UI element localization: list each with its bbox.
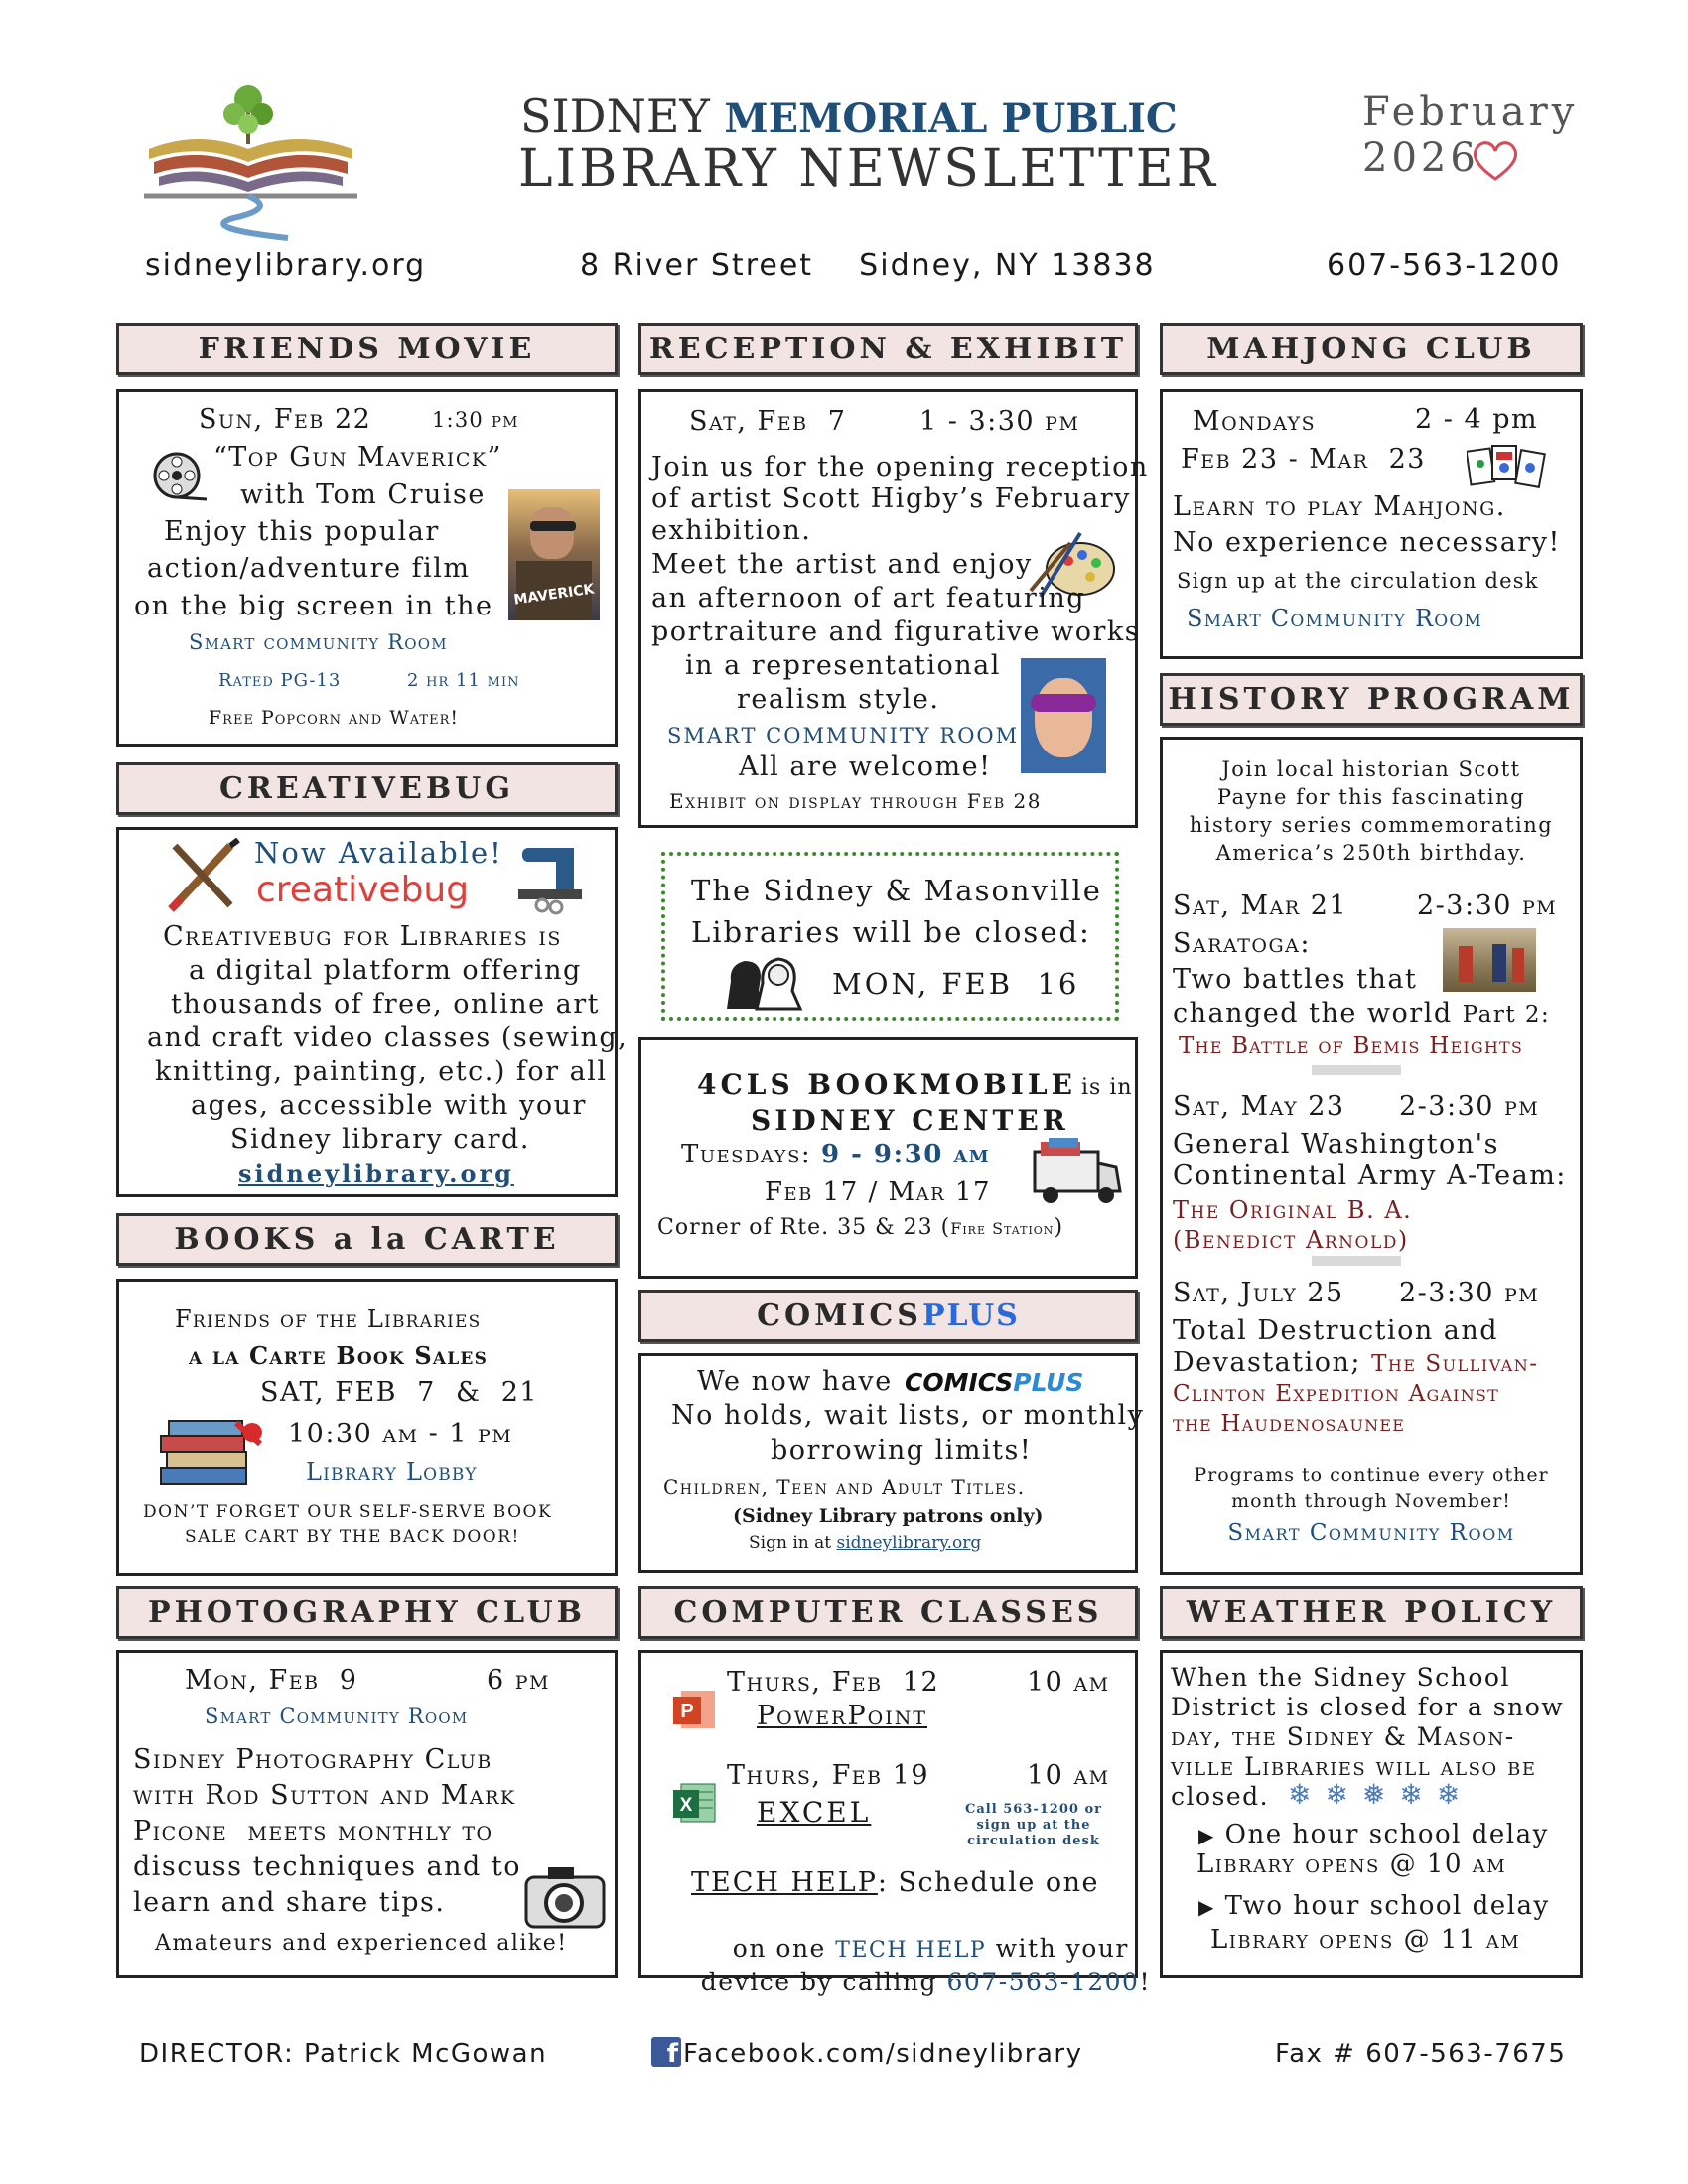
bookmobile-van-icon [1029, 1136, 1124, 1213]
computer-c1-name: PowerPoint [757, 1701, 927, 1731]
bullet-arrow-icon-2: ▶ [1198, 1895, 1215, 1919]
history-e3-l2a: Devastation; [1173, 1347, 1372, 1378]
weather-l2: District is closed for a snow [1171, 1693, 1565, 1721]
history-e1-time: 2-3:30 pm [1417, 890, 1558, 921]
comics-logo-a: COMICS [905, 1368, 1014, 1397]
tech-l3a: device by calling [700, 1968, 947, 1996]
mahjong-l3: Sign up at the circulation desk [1177, 569, 1539, 593]
books-l5: Library Lobby [306, 1458, 478, 1486]
masthead-sidney: SIDNEY [520, 89, 710, 143]
presidents-silhouette-icon [717, 951, 812, 1015]
history-divider-2 [1312, 1256, 1401, 1266]
book-stack-icon [157, 1407, 266, 1494]
computer-box [638, 1650, 1151, 1996]
mahjong-range: Feb 23 - Mar 23 [1181, 444, 1426, 475]
books-l1: Friends of the Libraries [175, 1305, 482, 1333]
creativebug-l6: ages, accessible with your [191, 1090, 587, 1121]
comicsplus-box [638, 1353, 1145, 1573]
computer-call-3: circulation desk [967, 1834, 1100, 1848]
photo-l3: Picone meets monthly to [133, 1816, 493, 1846]
movie-time: 1:30 pm [432, 408, 519, 432]
creativebug-header: CREATIVEBUG [116, 762, 618, 815]
weather-b1a: One hour school delay [1224, 1820, 1549, 1849]
masthead-month: February [1362, 89, 1579, 135]
history-e2-l1: General Washington's [1173, 1129, 1499, 1160]
tech-l2b: TECH HELP [835, 1938, 987, 1963]
comics-l3: borrowing limits! [771, 1435, 1033, 1466]
photo-l4: discuss techniques and to [133, 1851, 521, 1882]
mahjong-l2: No experience necessary! [1173, 527, 1561, 558]
weather-b2a: Two hour school delay [1224, 1891, 1550, 1921]
photo-club-box [116, 1650, 618, 1978]
svg-text:P: P [680, 1701, 694, 1722]
closed-l3: MON, FEB 16 [832, 967, 1080, 1001]
painting-redcoat [1459, 946, 1473, 982]
comics-link[interactable]: sidneylibrary.org [836, 1533, 982, 1553]
movie-extra: Free Popcorn and Water! [209, 707, 460, 729]
bookmobile-l5 [657, 1215, 1063, 1240]
masked-portrait [1021, 658, 1106, 773]
history-i2: Payne for this fascinating [1216, 785, 1526, 809]
friends-movie-header: FRIENDS MOVIE [116, 323, 618, 375]
history-e1-l2: Two battles that [1173, 964, 1418, 995]
history-e1-part: Part 2: [1462, 1002, 1551, 1027]
computer-header: COMPUTER CLASSES [638, 1586, 1138, 1639]
bookmobile-time: 9 - 9:30 am [820, 1140, 991, 1169]
computer-call-1: Call 563-1200 or [965, 1802, 1102, 1817]
history-e2-sub1: The Original B. A. [1173, 1196, 1413, 1224]
creativebug-l4: and craft video classes (sewing, [147, 1023, 629, 1053]
weather-l5: closed. [1171, 1782, 1270, 1811]
mahjong-room: Smart Community Room [1187, 605, 1483, 632]
books-l2: a la Carte Book Sales [189, 1341, 489, 1370]
weather-header: WEATHER POLICY [1160, 1586, 1583, 1639]
closed-notice-box [661, 852, 1119, 1021]
history-room: Smart Community Room [1227, 1520, 1515, 1546]
mahjong-header: MAHJONG CLUB [1160, 323, 1583, 375]
reception-l6: portraiture and figurative works [651, 616, 1141, 647]
comics-sign-in: Sign in at [749, 1533, 832, 1553]
tech-help-title: TECH HELP [691, 1867, 878, 1898]
creativebug-l3: thousands of free, online art [171, 989, 601, 1020]
history-e3-date: Sat, July 25 [1173, 1278, 1344, 1308]
heart-icon [1470, 135, 1521, 189]
history-e2-sub2: (Benedict Arnold) [1173, 1226, 1409, 1254]
weather-l1: When the Sidney School [1171, 1663, 1510, 1692]
photo-l5: learn and share tips. [133, 1887, 446, 1918]
history-f2: month through November! [1231, 1490, 1511, 1512]
friends-movie-box [116, 389, 618, 747]
photo-l2: with Rod Sutton and Mark [133, 1780, 516, 1811]
movie-poster [508, 489, 600, 620]
portrait-face [1035, 678, 1092, 757]
tech-help-desc: : Schedule one [877, 1867, 1100, 1898]
weather-b2b: Library opens @ 11 am [1210, 1925, 1521, 1955]
computer-call-2: sign up at the [976, 1818, 1091, 1833]
history-i1: Join local historian Scott [1221, 757, 1521, 781]
tech-l3c: ! [1139, 1968, 1151, 1996]
comicsplus-header-b: PLUS [921, 1298, 1020, 1333]
weather-b2 [1198, 1891, 1550, 1921]
bookmobile-close-paren: ) [1054, 1215, 1064, 1240]
mahjong-box [1160, 389, 1583, 659]
reception-l3: exhibition. [651, 515, 812, 546]
movie-desc1: Enjoy this popular [164, 516, 440, 547]
history-i4: America’s 250th birthday. [1215, 841, 1527, 865]
history-e3-time: 2-3:30 pm [1399, 1278, 1540, 1308]
reception-l1: Join us for the opening reception [651, 452, 1149, 482]
mahjong-time: 2 - 4 pm [1415, 404, 1539, 435]
computer-tech-l3 [663, 1939, 1151, 2025]
creativebug-l2: a digital platform offering [189, 955, 582, 986]
masthead-address: 8 River Street Sidney, NY 13838 [580, 248, 1156, 283]
photo-l1: Sidney Photography Club [133, 1744, 492, 1775]
weather-l3: day, the Sidney & Mason- [1171, 1722, 1515, 1751]
computer-c1-time: 10 am [1027, 1667, 1110, 1698]
creativebug-l7: Sidney library card. [230, 1124, 530, 1155]
bookmobile-corner: Corner of Rte. 35 & 23 ( [657, 1215, 951, 1240]
reception-room: SMART COMMUNITY ROOM [667, 724, 1020, 748]
movie-desc2: action/adventure film [147, 553, 471, 584]
computer-c2-name: EXCEL [757, 1796, 872, 1829]
movie-date: Sun, Feb 22 [199, 404, 372, 435]
bookmobile-is-in: is in [1081, 1075, 1133, 1100]
bookmobile-day: Tuesdays: [681, 1140, 812, 1169]
paintbrush-icon [167, 838, 240, 917]
snowflake-icons: ❄❄❅❄❄ [1288, 1778, 1475, 1811]
history-e3-l3: Clinton Expedition Against [1173, 1381, 1499, 1407]
facebook-icon: f [651, 2037, 681, 2067]
mahjong-day: Mondays [1193, 406, 1317, 437]
comics-l1: We now have [697, 1366, 893, 1397]
masthead-title-line2: LIBRARY NEWSLETTER [518, 139, 1218, 199]
reception-l5: an afternoon of art featuring [651, 583, 1086, 614]
svg-text:X: X [679, 1795, 693, 1816]
books-cart-header: BOOKS a la CARTE [116, 1213, 618, 1266]
bookmobile-station: Fire Station [950, 1219, 1055, 1238]
reception-header: RECEPTION & EXHIBIT [638, 323, 1138, 375]
computer-c2-time: 10 am [1027, 1760, 1110, 1791]
movie-room: Smart community Room [189, 630, 448, 654]
bookmobile-l1 [697, 1068, 1133, 1101]
books-l7: SALE CART BY THE BACK DOOR! [185, 1527, 520, 1547]
photo-date: Mon, Feb 9 [185, 1665, 358, 1696]
movie-title: “Top Gun Maverick” [213, 442, 502, 473]
comics-l4: Children, Teen and Adult Titles. [663, 1475, 1026, 1499]
bookmobile-box [638, 1037, 1138, 1279]
masthead-year: 2026 [1362, 135, 1479, 181]
footer-facebook[interactable]: Facebook.com/sidneylibrary [683, 2039, 1083, 2069]
history-e1-l1: Saratoga: [1173, 928, 1311, 959]
history-e1-date: Sat, Mar 21 [1173, 890, 1348, 921]
poster-title: MAVERICK [512, 581, 596, 609]
reception-date: Sat, Feb 7 [689, 406, 847, 437]
closed-l2: Libraries will be closed: [691, 915, 1091, 949]
creativebug-now: Now Available! [254, 836, 503, 870]
photo-room: Smart Community Room [205, 1705, 469, 1728]
reception-l2: of artist Scott Higby’s February [651, 483, 1131, 514]
history-f1: Programs to continue every other [1194, 1464, 1549, 1486]
film-reel-icon [149, 450, 209, 508]
photo-l6: Amateurs and experienced alike! [155, 1931, 568, 1956]
history-e1-l3-text: changed the world [1173, 998, 1453, 1028]
tech-phone[interactable]: 607-563-1200 [946, 1968, 1140, 1996]
painting-bluecoat [1492, 944, 1506, 982]
comicsplus-header [638, 1290, 1138, 1342]
history-e2-date: Sat, May 23 [1173, 1091, 1345, 1122]
mahjong-l1 [1173, 491, 1506, 522]
reception-welcome: All are welcome! [739, 751, 992, 782]
masthead-title-line1 [520, 89, 1178, 143]
history-e3-l2b: The Sullivan- [1371, 1351, 1539, 1377]
closed-l1: The Sidney & Masonville [691, 874, 1102, 907]
history-e1-sub: The Battle of Bemis Heights [1179, 1033, 1524, 1059]
tech-l2a: on one [732, 1934, 836, 1963]
history-e3-l1: Total Destruction and [1173, 1315, 1499, 1346]
comicsplus-header-a: COMICS [757, 1298, 922, 1333]
weather-b1 [1198, 1820, 1549, 1849]
books-l6: DON’T FORGET OUR SELF-SERVE BOOK [143, 1502, 553, 1522]
creativebug-box [116, 827, 629, 1197]
reception-through: Exhibit on display through Feb 28 [669, 789, 1042, 813]
movie-length: 2 hr 11 min [407, 670, 520, 691]
reception-l7: in a representational [685, 650, 1001, 681]
history-e2-l2: Continental Army A-Team: [1173, 1160, 1567, 1191]
history-i3: history series commemorating [1189, 813, 1554, 837]
tech-l2c: with your [986, 1934, 1129, 1963]
books-l3: SAT, FEB 7 & 21 [260, 1377, 539, 1408]
portrait-mask [1031, 694, 1096, 712]
movie-star: with Tom Cruise [240, 479, 486, 510]
bookmobile-l3 [681, 1140, 990, 1169]
history-divider-1 [1312, 1065, 1401, 1075]
history-e3-l4: the Haudenosaunee [1173, 1411, 1406, 1436]
movie-desc3: on the big screen in the [134, 591, 493, 621]
bookmobile-l4: Feb 17 / Mar 17 [765, 1177, 992, 1207]
painting-soldier [1512, 948, 1524, 982]
creativebug-link[interactable]: sidneylibrary.org [238, 1160, 514, 1188]
camera-icon [522, 1861, 608, 1937]
history-e1-l3 [1173, 998, 1550, 1028]
photo-club-header: PHOTOGRAPHY CLUB [116, 1586, 618, 1639]
footer-director: DIRECTOR: Patrick McGowan [139, 2039, 548, 2069]
masthead-memorial: MEMORIAL PUBLIC [724, 95, 1178, 142]
bookmobile-name: 4CLS BOOKMOBILE [697, 1068, 1076, 1101]
creativebug-logo: creativebug [256, 870, 470, 910]
weather-box [1160, 1650, 1583, 1978]
excel-icon [671, 1780, 717, 1830]
reception-l4: Meet the artist and enjoy [651, 549, 1033, 580]
sewing-machine-icon [512, 836, 592, 919]
reception-box [638, 389, 1149, 828]
powerpoint-icon [671, 1687, 717, 1736]
computer-tech-l1 [691, 1867, 1099, 1898]
computer-c1-date: Thurs, Feb 12 [727, 1667, 940, 1698]
mahjong-l1-text: Learn to play Mahjong. [1173, 491, 1506, 522]
comics-l6 [749, 1533, 981, 1553]
weather-l4: ville Libraries will also be [1171, 1752, 1537, 1781]
photo-time: 6 pm [487, 1665, 550, 1696]
comics-logo [905, 1368, 1083, 1397]
poster-face [530, 507, 574, 559]
masthead-phone: 607-563-1200 [1327, 248, 1562, 283]
battle-painting [1443, 928, 1536, 992]
computer-c2-date: Thurs, Feb 19 [727, 1760, 930, 1791]
comics-l5: (Sidney Library patrons only) [733, 1505, 1044, 1527]
comics-l2: No holds, wait lists, or monthly [671, 1400, 1145, 1431]
bookmobile-l2: SIDNEY CENTER [751, 1104, 1069, 1137]
history-e3-l2 [1173, 1347, 1538, 1378]
books-cart-box [116, 1279, 618, 1576]
movie-rating: Rated PG-13 [218, 670, 342, 691]
weather-b1b: Library opens @ 10 am [1196, 1849, 1507, 1879]
history-e2-time: 2-3:30 pm [1399, 1091, 1540, 1122]
history-header: HISTORY PROGRAM [1160, 673, 1583, 726]
creativebug-l1: Creativebug for Libraries is [163, 921, 562, 952]
comics-logo-b: PLUS [1013, 1368, 1084, 1397]
poster-glasses [530, 521, 576, 531]
books-l4: 10:30 am - 1 pm [288, 1419, 513, 1449]
masthead-website[interactable]: sidneylibrary.org [145, 248, 427, 283]
footer-fax: Fax # 607-563-7675 [1275, 2039, 1567, 2069]
bullet-arrow-icon: ▶ [1198, 1824, 1215, 1847]
reception-l8: realism style. [737, 684, 940, 715]
library-logo [139, 74, 367, 243]
history-box [1160, 737, 1583, 1575]
reception-time: 1 - 3:30 pm [919, 406, 1080, 437]
creativebug-l5: knitting, painting, etc.) for all [155, 1056, 608, 1087]
